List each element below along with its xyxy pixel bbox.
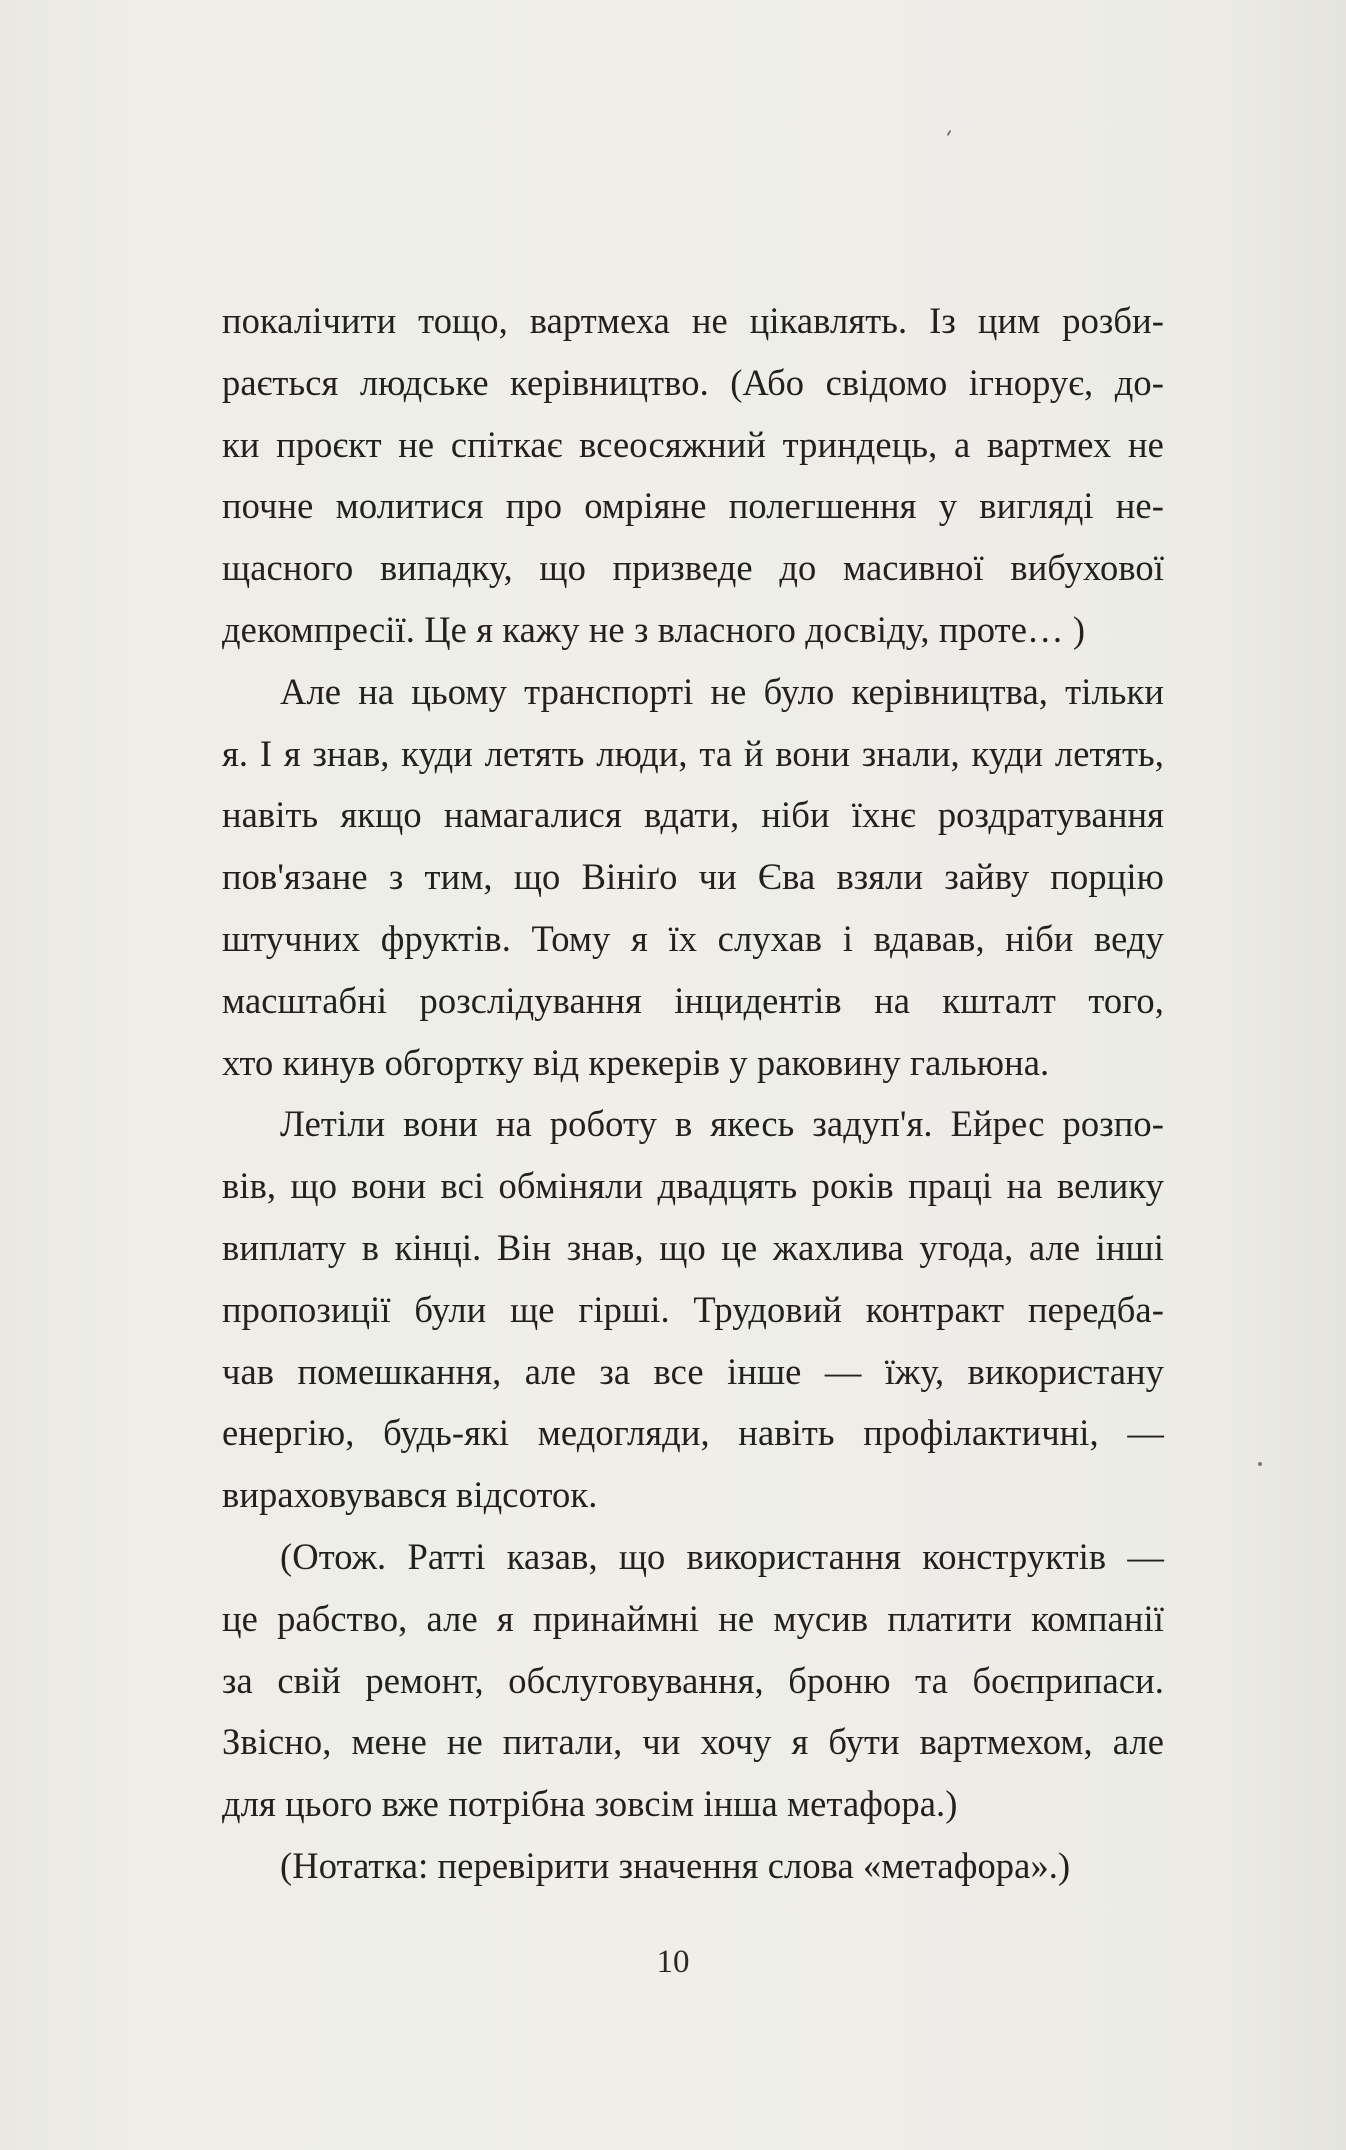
paper-speck xyxy=(1258,1462,1262,1466)
text-line: пов'язане з тим, що Вініґо чи Єва взяли зайву порцію xyxy=(222,856,1164,898)
paragraph xyxy=(222,290,1164,661)
text-line: Летіли вони на роботу в якесь задуп'я. Ейрес розпо- xyxy=(280,1103,1164,1145)
text-line: щасного випадку, що призведе до масивної вибухової xyxy=(222,547,1164,589)
text-line: виплату в кінці. Він знав, що це жахлива угода, але інші xyxy=(222,1226,1164,1268)
paragraph xyxy=(222,1835,1164,1897)
text-line: хто кинув обгортку від крекерів у раковину гальюна. xyxy=(222,1041,1050,1083)
text-line: (Нотатка: перевірити значення слова «метафора».) xyxy=(280,1844,1071,1886)
paragraph xyxy=(222,661,1164,1094)
text-line: Звісно, мене не питали, чи хочу я бути вартмехом, але xyxy=(222,1721,1164,1763)
text-line: ки проєкт не спіткає всеосяжний триндець, а вартмех не xyxy=(222,423,1164,465)
text-line: за свій ремонт, обслуговування, броню та боєприпаси. xyxy=(222,1659,1164,1701)
text-line: рається людське керівництво. (Або свідомо ігнорує, до- xyxy=(222,361,1164,403)
body-text xyxy=(222,290,1164,1897)
text-line: почне молитися про омріяне полегшення у вигляді не- xyxy=(222,485,1164,527)
text-line: декомпресії. Це я кажу не з власного досвіду, проте… ) xyxy=(222,608,1086,650)
text-line: покалічити тощо, вартмеха не цікавлять. Із цим розби- xyxy=(222,300,1164,341)
text-line: масштабні розслідування інцидентів на кшталт того, xyxy=(222,979,1164,1021)
text-line: (Отож. Ратті казав, що використання конструктів — xyxy=(280,1535,1164,1577)
text-line: штучних фруктів. Тому я їх слухав і вдавав, ніби веду xyxy=(222,917,1164,959)
text-line: навіть якщо намагалися вдати, ніби їхнє роздратування xyxy=(222,794,1164,836)
text-line: Але на цьому транспорті не було керівництва, тільки xyxy=(280,670,1164,712)
paragraph xyxy=(222,1526,1164,1835)
text-line: це рабство, але я принаймні не мусив платити компанії xyxy=(222,1597,1164,1639)
text-line: енергію, будь-які медогляди, навіть профілактичні, — xyxy=(222,1412,1164,1454)
text-line: для цього вже потрібна зовсім інша метафора.) xyxy=(222,1783,958,1825)
text-line: чав помешкання, але за все інше — їжу, використану xyxy=(222,1350,1164,1392)
paragraph xyxy=(222,1093,1164,1526)
text-line: вираховувався відсоток. xyxy=(222,1474,598,1516)
text-line: я. І я знав, куди летять люди, та й вони знали, куди летять, xyxy=(222,732,1164,774)
text-line: пропозиції були ще гірші. Трудовий контракт передба- xyxy=(222,1288,1164,1330)
paper-speck xyxy=(947,130,952,136)
page-number: 10 xyxy=(656,1944,690,1980)
text-line: вів, що вони всі обміняли двадцять років праці на велику xyxy=(222,1165,1164,1207)
